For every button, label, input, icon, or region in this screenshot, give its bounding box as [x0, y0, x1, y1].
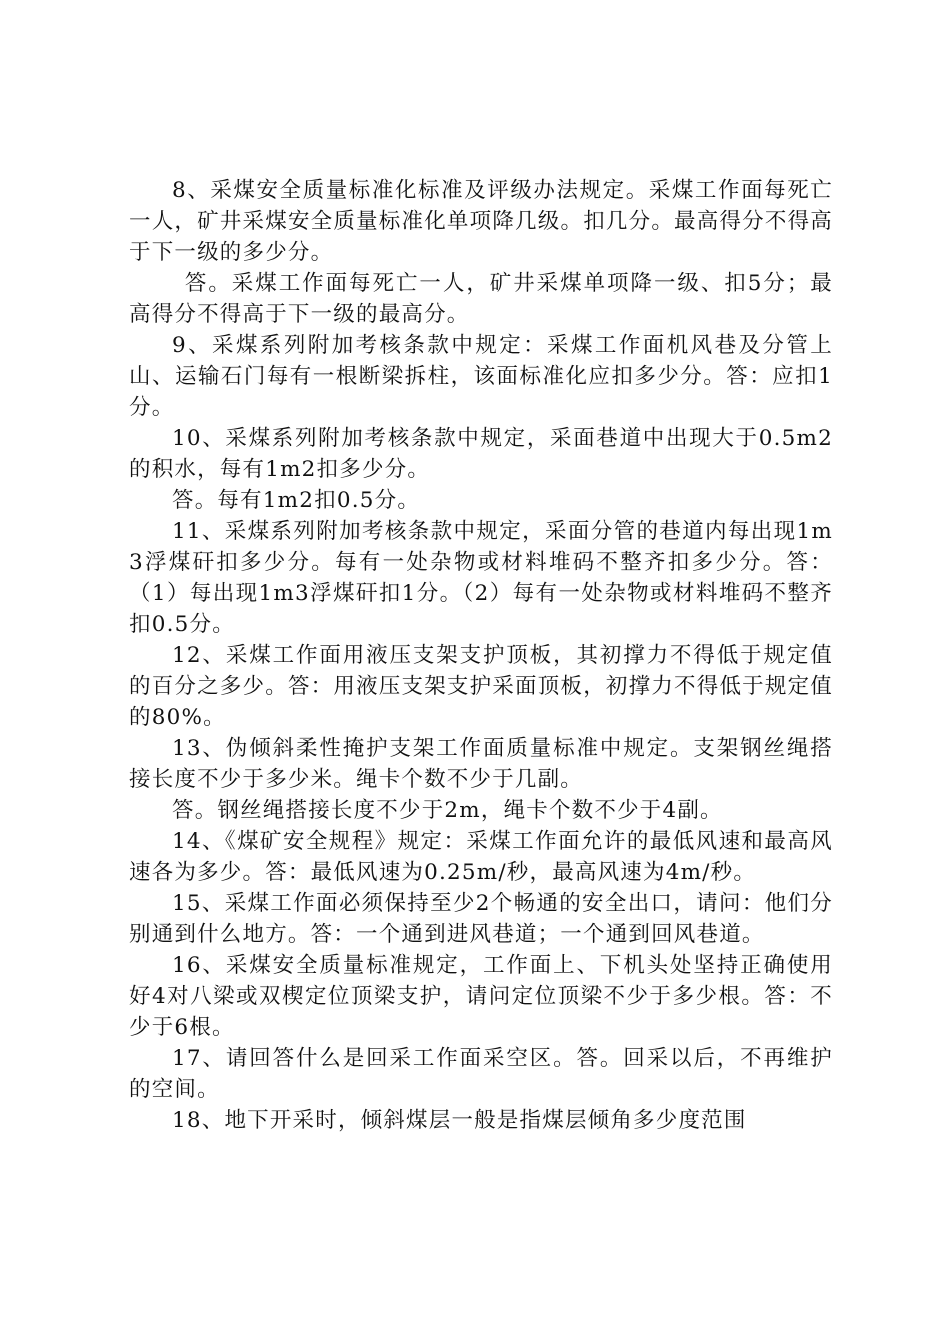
document-body — [129, 175, 833, 1136]
question-10: 10、采煤系列附加考核条款中规定，采面巷道中出现大于0.5m2的积水，每有1m2扣多少分。 — [129, 426, 833, 482]
question-14: 14、《煤矿安全规程》规定：采煤工作面允许的最低风速和最高风速各为多少。答：最低风速为0.25m/秒，最高风速为4m/秒。 — [129, 829, 833, 885]
question-9: 9、采煤系列附加考核条款中规定：采煤工作面机风巷及分管上山、运输石门每有一根断梁拆柱，该面标准化应扣多少分。答：应扣1分。 — [129, 333, 833, 420]
answer-10: 答。每有1m2扣0.5分。 — [172, 488, 421, 513]
question-12: 12、采煤工作面用液压支架支护顶板，其初撑力不得低于规定值的百分之多少。答：用液压支架支护采面顶板，初撑力不得低于规定值的80%。 — [129, 643, 833, 730]
question-17: 17、请回答什么是回采工作面采空区。答。回采以后，不再维护的空间。 — [129, 1046, 833, 1102]
question-15: 15、采煤工作面必须保持至少2个畅通的安全出口，请问：他们分别通到什么地方。答：一个通到进风巷道；一个通到回风巷道。 — [129, 891, 833, 947]
answer-13: 答。钢丝绳搭接长度不少于2m，绳卡个数不少于4副。 — [172, 798, 723, 823]
question-11: 11、采煤系列附加考核条款中规定，采面分管的巷道内每出现1m3浮煤矸扣多少分。每有一处杂物或材料堆码不整齐扣多少分。答：（1）每出现1m3浮煤矸扣1分。（2）每有一处杂物或材料堆码不整齐扣0.5分。 — [129, 519, 833, 637]
question-18: 18、地下开采时，倾斜煤层一般是指煤层倾角多少度范围 — [172, 1108, 747, 1133]
question-13: 13、伪倾斜柔性掩护支架工作面质量标准中规定。支架钢丝绳搭接长度不少于多少米。绳卡个数不少于几副。 — [129, 736, 833, 792]
question-8: 8、采煤安全质量标准化标准及评级办法规定。采煤工作面每死亡一人，矿井采煤安全质量标准化单项降几级。扣几分。最高得分不得高于下一级的多少分。 — [129, 178, 833, 265]
question-16: 16、采煤安全质量标准规定，工作面上、下机头处坚持正确使用好4对八梁或双楔定位顶梁支护，请问定位顶梁不少于多少根。答：不少于6根。 — [129, 953, 833, 1040]
answer-8: 答。采煤工作面每死亡一人，矿井采煤单项降一级、扣5分；最高得分不得高于下一级的最高分。 — [129, 271, 833, 327]
